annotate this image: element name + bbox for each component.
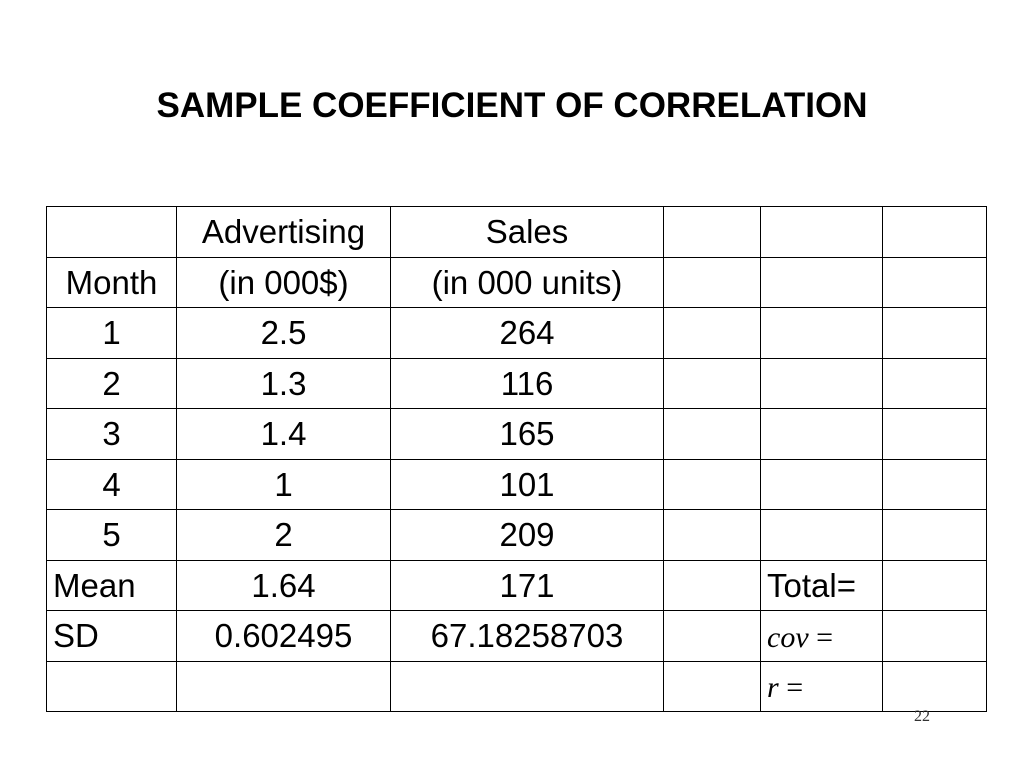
sales-cell: 101 bbox=[391, 459, 664, 510]
empty-cell bbox=[761, 207, 883, 258]
empty-cell bbox=[664, 661, 761, 712]
empty-cell bbox=[391, 661, 664, 712]
empty-cell bbox=[761, 358, 883, 409]
r-symbol: r bbox=[767, 671, 779, 705]
month-cell: 2 bbox=[47, 358, 177, 409]
header-sales: Sales bbox=[391, 207, 664, 258]
r-equals: = bbox=[778, 671, 804, 705]
sd-advertising: 0.602495 bbox=[177, 611, 391, 662]
table-header-row bbox=[47, 257, 987, 308]
r-label bbox=[761, 661, 883, 712]
empty-cell bbox=[664, 560, 761, 611]
empty-cell bbox=[664, 308, 761, 359]
slide-number: 22 bbox=[914, 708, 930, 725]
table-row bbox=[47, 358, 987, 409]
empty-cell bbox=[664, 257, 761, 308]
advertising-cell: 1.4 bbox=[177, 409, 391, 460]
header-advertising-unit: (in 000$) bbox=[177, 257, 391, 308]
sales-cell: 264 bbox=[391, 308, 664, 359]
mean-advertising: 1.64 bbox=[177, 560, 391, 611]
empty-cell bbox=[664, 459, 761, 510]
mean-sales: 171 bbox=[391, 560, 664, 611]
empty-cell bbox=[883, 661, 987, 712]
empty-cell bbox=[883, 510, 987, 561]
header-month: Month bbox=[47, 257, 177, 308]
empty-cell bbox=[883, 257, 987, 308]
empty-cell bbox=[883, 459, 987, 510]
empty-cell bbox=[47, 661, 177, 712]
cov-symbol: cov bbox=[767, 620, 809, 654]
total-label: Total= bbox=[761, 560, 883, 611]
empty-cell bbox=[883, 611, 987, 662]
empty-cell bbox=[664, 611, 761, 662]
header-sales-unit: (in 000 units) bbox=[391, 257, 664, 308]
month-cell: 5 bbox=[47, 510, 177, 561]
cov-equals: = bbox=[808, 620, 834, 654]
empty-cell bbox=[883, 308, 987, 359]
empty-cell bbox=[664, 409, 761, 460]
table-header-row bbox=[47, 207, 987, 258]
correlation-table bbox=[46, 206, 987, 712]
empty-cell bbox=[761, 459, 883, 510]
sales-cell: 165 bbox=[391, 409, 664, 460]
empty-cell bbox=[177, 661, 391, 712]
mean-row bbox=[47, 560, 987, 611]
month-cell: 4 bbox=[47, 459, 177, 510]
table-row bbox=[47, 409, 987, 460]
sd-label: SD bbox=[47, 611, 177, 662]
table-row bbox=[47, 308, 987, 359]
empty-cell bbox=[664, 207, 761, 258]
slide-title: SAMPLE COEFFICIENT OF CORRELATION bbox=[156, 86, 868, 125]
cov-label bbox=[761, 611, 883, 662]
sd-sales: 67.18258703 bbox=[391, 611, 664, 662]
empty-cell bbox=[761, 308, 883, 359]
advertising-cell: 2 bbox=[177, 510, 391, 561]
empty-cell bbox=[664, 510, 761, 561]
header-cell bbox=[47, 207, 177, 258]
sales-cell: 209 bbox=[391, 510, 664, 561]
table-row bbox=[47, 510, 987, 561]
empty-cell bbox=[883, 409, 987, 460]
empty-cell bbox=[883, 207, 987, 258]
advertising-cell: 1.3 bbox=[177, 358, 391, 409]
header-advertising: Advertising bbox=[177, 207, 391, 258]
advertising-cell: 2.5 bbox=[177, 308, 391, 359]
sales-cell: 116 bbox=[391, 358, 664, 409]
month-cell: 3 bbox=[47, 409, 177, 460]
advertising-cell: 1 bbox=[177, 459, 391, 510]
month-cell: 1 bbox=[47, 308, 177, 359]
empty-cell bbox=[883, 358, 987, 409]
empty-cell bbox=[761, 510, 883, 561]
table-row bbox=[47, 459, 987, 510]
empty-cell bbox=[761, 409, 883, 460]
mean-label: Mean bbox=[47, 560, 177, 611]
table-row bbox=[47, 661, 987, 712]
sd-row bbox=[47, 611, 987, 662]
empty-cell bbox=[761, 257, 883, 308]
empty-cell bbox=[883, 560, 987, 611]
empty-cell bbox=[664, 358, 761, 409]
